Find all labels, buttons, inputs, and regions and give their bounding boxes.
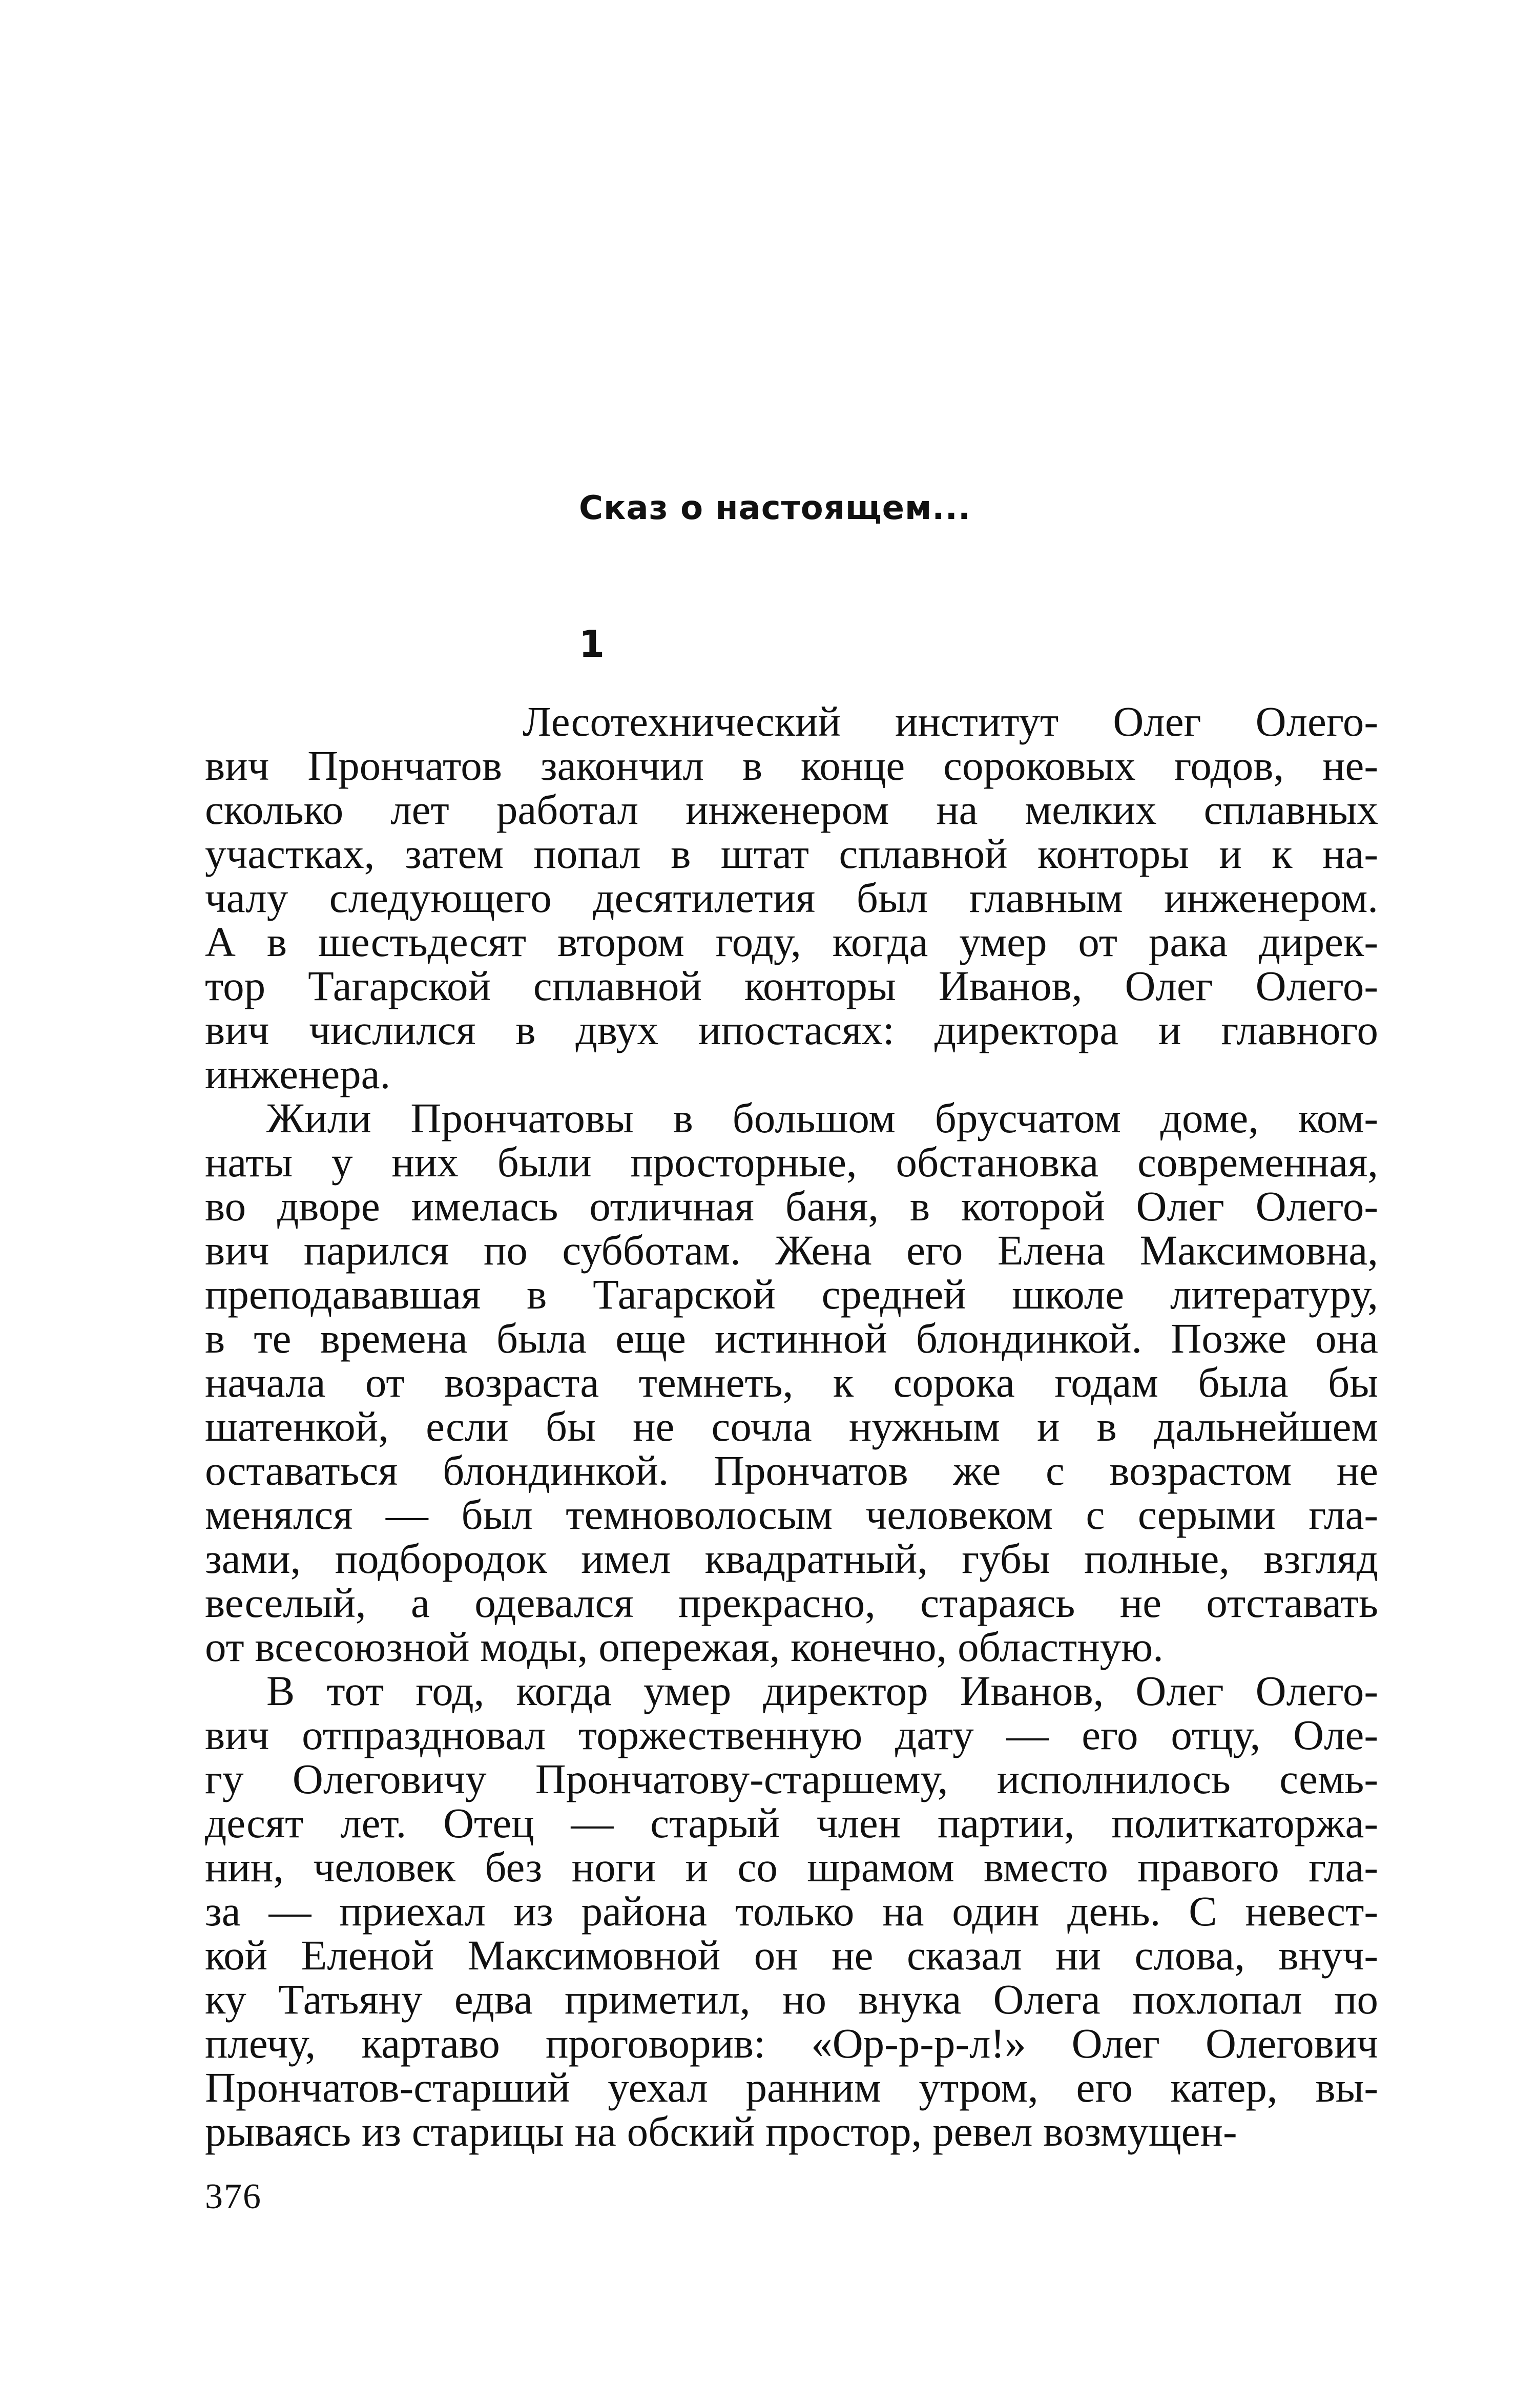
- text-line: вич парился по субботам. Жена его Елена Максимовна,: [205, 1227, 1378, 1274]
- paragraph: [205, 699, 1378, 1096]
- story-title: Сказ о настоящем...: [579, 489, 971, 527]
- text-line: В тот год, когда умер директор Иванов, Олег Олего-: [266, 1667, 1378, 1714]
- text-line: наты у них были просторные, обстановка современная,: [205, 1138, 1378, 1186]
- text-line: менялся — был темноволосым человеком с серыми гла-: [205, 1491, 1378, 1538]
- text-line: участках, затем попал в штат сплавной конторы и к на-: [205, 830, 1378, 877]
- text-line: Лесотехнический институт Олег Олего-: [523, 698, 1378, 745]
- text-line: рываясь из старицы на обский простор, ревел возмущен-: [205, 2108, 1237, 2155]
- text-line: кой Еленой Максимовной он не сказал ни слова, внуч-: [205, 1932, 1378, 1979]
- text-line: десят лет. Отец — старый член партии, политкаторжа-: [205, 1799, 1378, 1846]
- text-line: А в шестьдесят втором году, когда умер от рака дирек-: [205, 918, 1378, 965]
- paragraph: [205, 1669, 1378, 2153]
- text-line: преподававшая в Тагарской средней школе литературу,: [205, 1271, 1378, 1318]
- text-line: тор Тагарской сплавной конторы Иванов, Олег Олего-: [205, 962, 1378, 1009]
- body-text: [205, 699, 1378, 2153]
- text-line: начала от возраста темнеть, к сорока годам была бы: [205, 1359, 1378, 1406]
- text-line: веселый, а одевался прекрасно, стараясь не отставать: [205, 1579, 1378, 1626]
- text-line: за — приехал из района только на один день. С невест-: [205, 1887, 1378, 1935]
- text-line: нин, человек без ноги и со шрамом вместо правого гла-: [205, 1843, 1378, 1891]
- text-line: плечу, картаво проговорив: «Ор-р-р-л!» Олег Олегович: [205, 2020, 1378, 2067]
- text-line: оставаться блондинкой. Прончатов же с возрастом не: [205, 1447, 1378, 1494]
- text-line: вич отпраздновал торжественную дату — его отцу, Оле-: [205, 1711, 1378, 1758]
- text-line: инженера.: [205, 1050, 391, 1097]
- text-line: шатенкой, если бы не сочла нужным и в дальнейшем: [205, 1403, 1378, 1450]
- text-line: ку Татьяну едва приметил, но внука Олега похлопал по: [205, 1976, 1378, 2023]
- text-line: вич числился в двух ипостасях: директора и главного: [205, 1006, 1378, 1053]
- text-line: зами, подбородок имел квадратный, губы полные, взгляд: [205, 1535, 1378, 1582]
- text-line: чалу следующего десятилетия был главным инженером.: [205, 874, 1378, 921]
- text-line: гу Олеговичу Прончатову-старшему, исполнилось семь-: [205, 1755, 1378, 1802]
- paragraph: [205, 1096, 1378, 1669]
- text-line: от всесоюзной моды, опережая, конечно, областную.: [205, 1623, 1164, 1670]
- chapter-number: 1: [579, 622, 605, 666]
- page-number: 376: [205, 2177, 262, 2216]
- text-line: сколько лет работал инженером на мелких сплавных: [205, 786, 1378, 833]
- text-line: вич Прончатов закончил в конце сороковых годов, не-: [205, 742, 1378, 789]
- text-line: Прончатов-старший уехал ранним утром, его катер, вы-: [205, 2064, 1378, 2111]
- text-line: Жили Прончатовы в большом брусчатом доме, ком-: [266, 1094, 1378, 1141]
- text-line: в те времена была еще истинной блондинкой. Позже она: [205, 1315, 1378, 1362]
- text-line: во дворе имелась отличная баня, в которой Олег Олего-: [205, 1182, 1378, 1230]
